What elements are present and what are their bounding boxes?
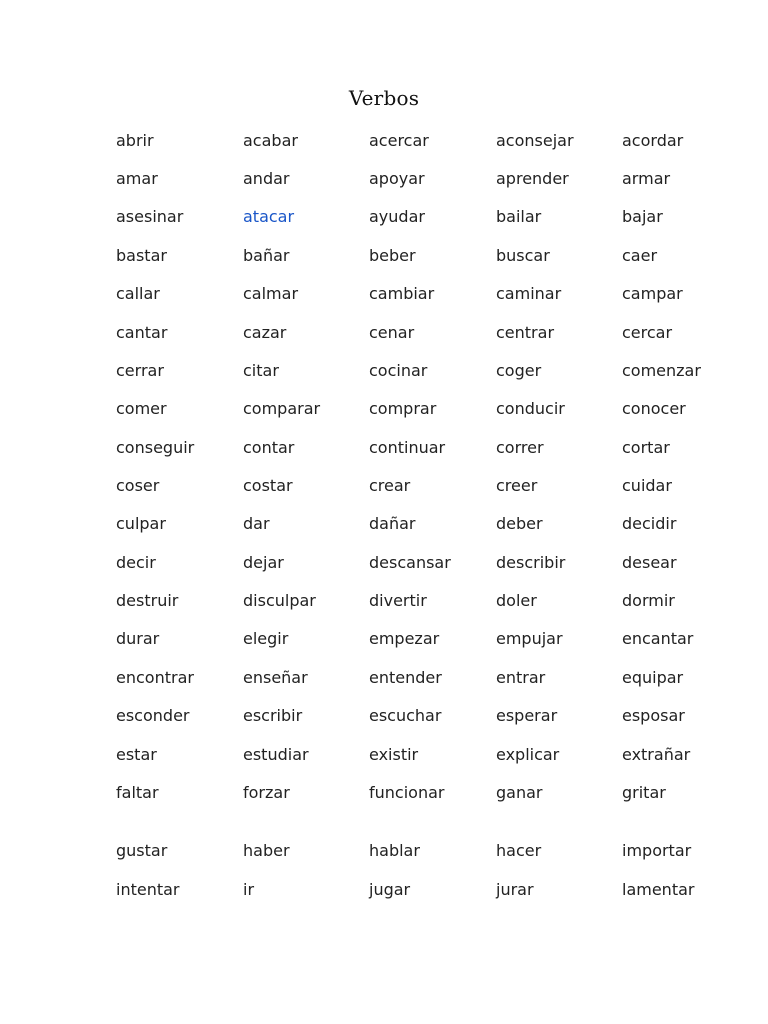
verb-row bbox=[0, 783, 768, 807]
verb-cell: entender bbox=[369, 668, 442, 687]
verb-cell: bastar bbox=[116, 246, 167, 265]
verb-cell: jurar bbox=[496, 880, 534, 899]
verb-cell: estar bbox=[116, 745, 157, 764]
verb-cell: desear bbox=[622, 553, 677, 572]
verb-cell: hablar bbox=[369, 841, 420, 860]
verb-cell: acabar bbox=[243, 131, 298, 150]
verb-cell: descansar bbox=[369, 553, 451, 572]
verb-cell: empezar bbox=[369, 629, 440, 648]
verb-row bbox=[0, 207, 768, 231]
verb-cell: cenar bbox=[369, 323, 415, 342]
verb-row bbox=[0, 246, 768, 270]
verb-cell: estudiar bbox=[243, 745, 309, 764]
verb-row bbox=[0, 514, 768, 538]
verb-row bbox=[0, 880, 768, 904]
verb-cell: caer bbox=[622, 246, 658, 265]
verb-cell: centrar bbox=[496, 323, 555, 342]
verb-cell: comer bbox=[116, 399, 167, 418]
verb-cell: costar bbox=[243, 476, 293, 495]
verb-cell: funcionar bbox=[369, 783, 445, 802]
verb-cell: ir bbox=[243, 880, 255, 899]
verb-cell: faltar bbox=[116, 783, 159, 802]
verb-cell: jugar bbox=[369, 880, 411, 899]
verb-cell: equipar bbox=[622, 668, 684, 687]
verb-cell: calmar bbox=[243, 284, 299, 303]
verb-cell: escuchar bbox=[369, 706, 442, 725]
verb-cell: culpar bbox=[116, 514, 166, 533]
verb-row bbox=[0, 591, 768, 615]
verb-cell: escribir bbox=[243, 706, 303, 725]
verb-cell: durar bbox=[116, 629, 160, 648]
verb-cell: andar bbox=[243, 169, 290, 188]
verb-cell: entrar bbox=[496, 668, 546, 687]
verb-row bbox=[0, 131, 768, 155]
verb-cell: cocinar bbox=[369, 361, 428, 380]
verb-cell: existir bbox=[369, 745, 419, 764]
verb-cell: cazar bbox=[243, 323, 287, 342]
verb-cell: buscar bbox=[496, 246, 550, 265]
verb-cell: comprar bbox=[369, 399, 437, 418]
verb-cell: forzar bbox=[243, 783, 290, 802]
verb-row bbox=[0, 361, 768, 385]
verb-cell: aconsejar bbox=[496, 131, 574, 150]
verb-row bbox=[0, 841, 768, 865]
verb-cell: hacer bbox=[496, 841, 542, 860]
verb-cell: bañar bbox=[243, 246, 290, 265]
verb-cell: abrir bbox=[116, 131, 154, 150]
verb-cell: explicar bbox=[496, 745, 560, 764]
verb-cell: conocer bbox=[622, 399, 686, 418]
verb-cell: bailar bbox=[496, 207, 542, 226]
verb-cell: cercar bbox=[622, 323, 673, 342]
verb-row bbox=[0, 706, 768, 730]
verb-row bbox=[0, 745, 768, 769]
verb-cell: encantar bbox=[622, 629, 694, 648]
verb-cell: cerrar bbox=[116, 361, 164, 380]
verb-cell: comenzar bbox=[622, 361, 701, 380]
verb-cell: cantar bbox=[116, 323, 168, 342]
verb-cell: armar bbox=[622, 169, 671, 188]
verb-cell: continuar bbox=[369, 438, 446, 457]
verb-cell: lamentar bbox=[622, 880, 695, 899]
verb-cell: cuidar bbox=[622, 476, 672, 495]
verb-cell: haber bbox=[243, 841, 290, 860]
verb-cell: elegir bbox=[243, 629, 289, 648]
verb-cell: citar bbox=[243, 361, 279, 380]
verb-cell: destruir bbox=[116, 591, 179, 610]
verb-row bbox=[0, 169, 768, 193]
verb-cell: contar bbox=[243, 438, 295, 457]
verb-cell: empujar bbox=[496, 629, 563, 648]
verb-cell: doler bbox=[496, 591, 537, 610]
verb-cell: apoyar bbox=[369, 169, 425, 188]
verb-cell: dormir bbox=[622, 591, 675, 610]
verb-cell: coger bbox=[496, 361, 542, 380]
verb-cell: dejar bbox=[243, 553, 284, 572]
verb-cell: gustar bbox=[116, 841, 168, 860]
verb-cell: intentar bbox=[116, 880, 180, 899]
verb-cell: beber bbox=[369, 246, 416, 265]
verb-row bbox=[0, 323, 768, 347]
verb-row bbox=[0, 629, 768, 653]
verb-cell: esperar bbox=[496, 706, 558, 725]
verb-cell: encontrar bbox=[116, 668, 194, 687]
verb-cell: creer bbox=[496, 476, 538, 495]
verb-cell: bajar bbox=[622, 207, 663, 226]
verb-cell: gritar bbox=[622, 783, 666, 802]
verb-cell: comparar bbox=[243, 399, 321, 418]
verb-cell: aprender bbox=[496, 169, 569, 188]
verb-cell: cortar bbox=[622, 438, 670, 457]
verb-cell: describir bbox=[496, 553, 566, 572]
verb-cell: coser bbox=[116, 476, 160, 495]
verb-cell: campar bbox=[622, 284, 683, 303]
verb-row bbox=[0, 438, 768, 462]
verb-cell: amar bbox=[116, 169, 158, 188]
verb-cell: acercar bbox=[369, 131, 429, 150]
verb-row bbox=[0, 399, 768, 423]
verb-cell: acordar bbox=[622, 131, 684, 150]
verb-cell: callar bbox=[116, 284, 160, 303]
verb-cell: cambiar bbox=[369, 284, 435, 303]
verb-cell: esposar bbox=[622, 706, 685, 725]
verb-cell: dañar bbox=[369, 514, 416, 533]
verb-cell: asesinar bbox=[116, 207, 184, 226]
verb-cell: disculpar bbox=[243, 591, 316, 610]
verb-cell: ayudar bbox=[369, 207, 425, 226]
verb-row bbox=[0, 476, 768, 500]
verb-cell: extrañar bbox=[622, 745, 691, 764]
verb-cell: decir bbox=[116, 553, 156, 572]
verb-cell: conseguir bbox=[116, 438, 195, 457]
verb-cell: crear bbox=[369, 476, 411, 495]
verb-row bbox=[0, 553, 768, 577]
verb-cell: esconder bbox=[116, 706, 190, 725]
verb-link-atacar[interactable]: atacar bbox=[243, 207, 295, 226]
verb-cell: decidir bbox=[622, 514, 677, 533]
verb-cell: enseñar bbox=[243, 668, 308, 687]
page-title: Verbos bbox=[348, 86, 420, 110]
verb-cell: ganar bbox=[496, 783, 543, 802]
verb-cell: dar bbox=[243, 514, 270, 533]
verb-row bbox=[0, 284, 768, 308]
verb-cell: divertir bbox=[369, 591, 427, 610]
verb-cell: correr bbox=[496, 438, 544, 457]
verb-cell: deber bbox=[496, 514, 543, 533]
verb-cell: importar bbox=[622, 841, 692, 860]
verb-cell: caminar bbox=[496, 284, 562, 303]
verb-row bbox=[0, 668, 768, 692]
verb-cell: conducir bbox=[496, 399, 565, 418]
